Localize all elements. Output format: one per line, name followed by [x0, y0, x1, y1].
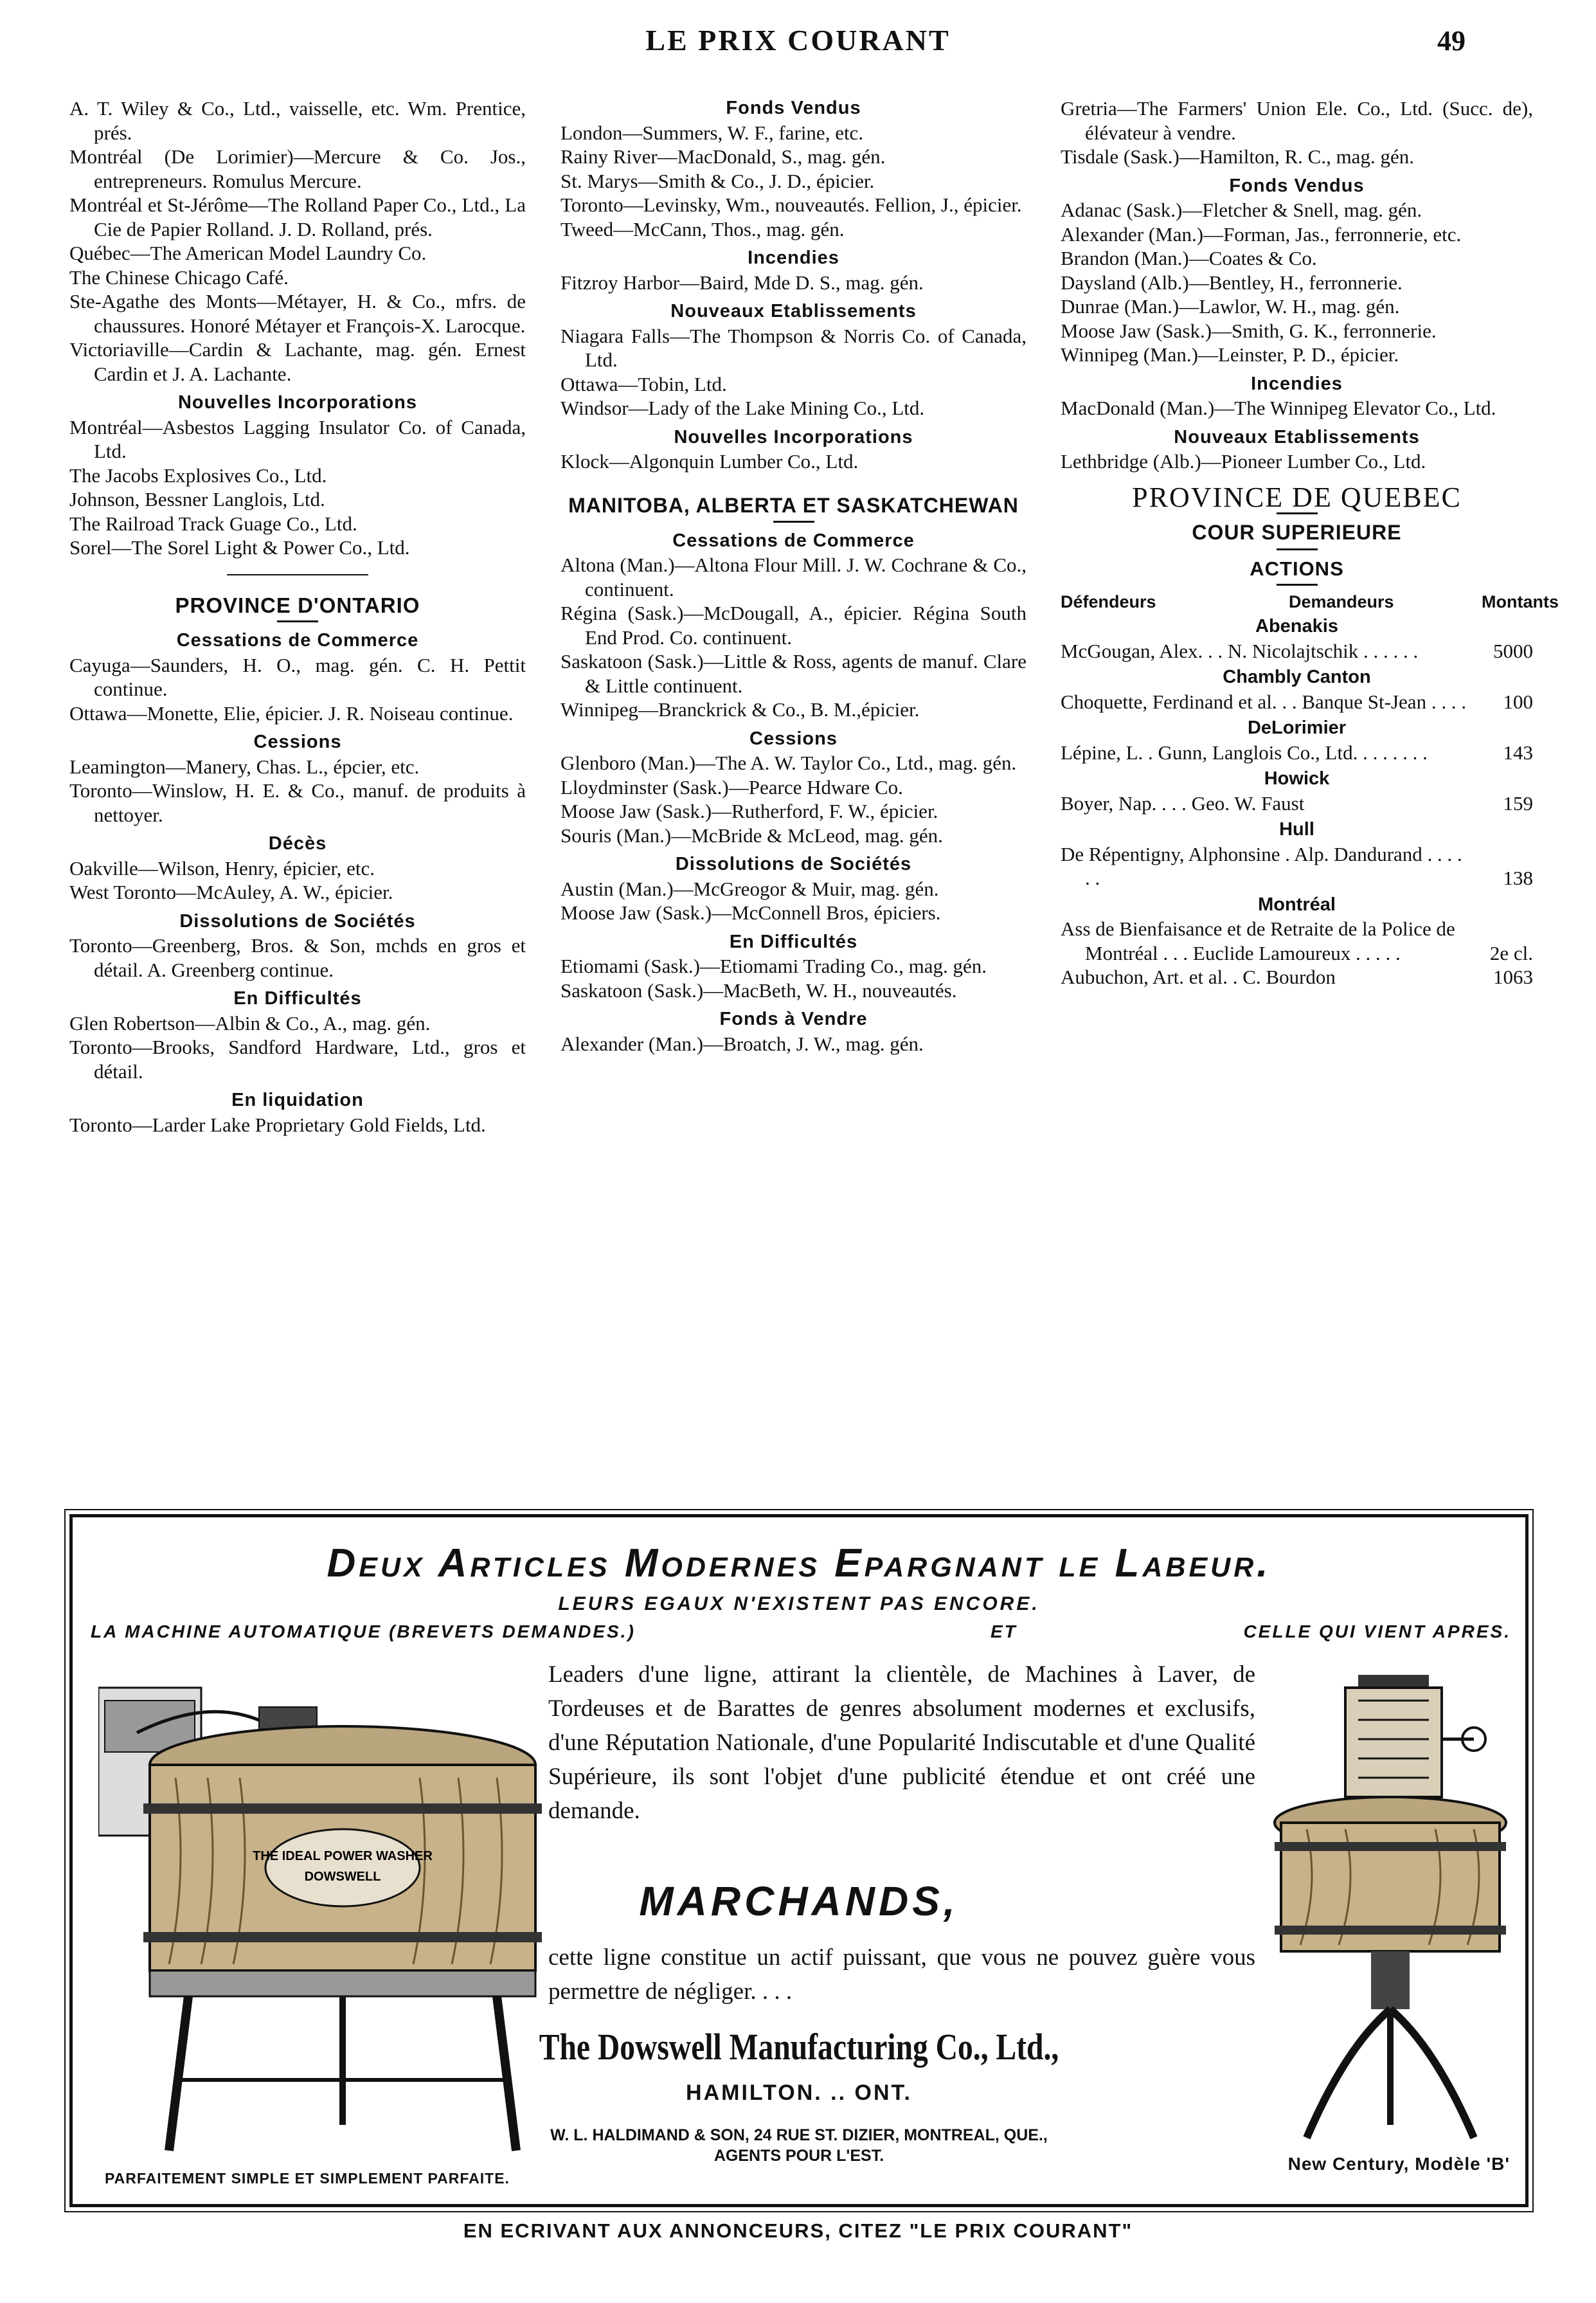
ad-title: Deux Articles Modernes Epargnant le Labeur. — [327, 1541, 1271, 1585]
ad-agent-line: W. L. HALDIMAND & SON, 24 RUE ST. DIZIER, MONTREAL, QUE., — [550, 2126, 1048, 2144]
heading-dash — [773, 521, 814, 523]
ad-city: HAMILTON. .. ONT. — [686, 2081, 912, 2105]
action-amount: 143 — [1503, 741, 1533, 764]
section-heading: Nouvelles Incorporations — [674, 426, 913, 447]
entries-block — [560, 1032, 1027, 1056]
entries-block — [560, 553, 1027, 722]
list-entry: Toronto—Brooks, Sandford Hardware, Ltd., gros et détail. — [69, 1036, 526, 1083]
section-heading: Cessations de Commerce — [176, 630, 419, 651]
action-row — [1061, 917, 1533, 965]
action-parties: Boyer, Nap. . . . Geo. W. Faust — [1061, 791, 1305, 815]
list-entry: Souris (Man.)—McBride & McLeod, mag. gén. — [560, 824, 943, 847]
list-entry: Rainy River—MacDonald, S., mag. gén. — [560, 145, 886, 168]
list-entry: Alexander (Man.)—Forman, Jas., ferronnerie, etc. — [1061, 222, 1462, 246]
entries-block — [69, 415, 526, 560]
entries-block — [1061, 396, 1533, 420]
ad-body-text-2: cette ligne constitue un actif puissant, que vous ne pouvez guère vous permettre de négliger. . . . — [548, 1944, 1255, 2005]
list-entry: Dunrae (Man.)—Lawlor, W. H., mag. gén. — [1061, 295, 1400, 318]
section-heading: En Difficultés — [233, 988, 362, 1009]
list-entry: Tisdale (Sask.)—Hamilton, R. C., mag. gén. — [1061, 145, 1414, 168]
list-entry: Brandon (Man.)—Coates & Co. — [1061, 247, 1317, 269]
list-entry: Austin (Man.)—McGreogor & Muir, mag. gén. — [560, 877, 939, 900]
list-entry: Daysland (Alb.)—Bentley, H., ferronnerie. — [1061, 271, 1403, 294]
action-row — [1061, 842, 1533, 890]
list-entry: Ste-Agathe des Monts—Métayer, H. & Co., mfrs. de chaussures. Honoré Métayer et François-X. Larocque. — [69, 290, 526, 337]
entries-block — [69, 1113, 526, 1137]
list-entry: Montréal (De Lorimier)—Mercure & Co. Jos., entrepreneurs. Romulus Mercure. — [69, 145, 526, 192]
machine-plate-text: DOWSWELL — [304, 1870, 381, 1884]
list-entry: Sorel—The Sorel Light & Power Co., Ltd. — [69, 536, 410, 559]
action-amount: 1063 — [1493, 966, 1533, 988]
list-entry: Toronto—Larder Lake Proprietary Gold Fields, Ltd. — [69, 1113, 486, 1136]
list-entry: Klock—Algonquin Lumber Co., Ltd. — [560, 450, 859, 473]
list-entry: Toronto—Greenberg, Bros. & Son, mchds en gros et détail. A. Greenberg continue. — [69, 934, 526, 981]
place-heading: DeLorimier — [1247, 718, 1347, 738]
entries-block — [1061, 198, 1533, 367]
section-heading: Fonds Vendus — [1229, 175, 1365, 196]
actions-heading: ACTIONS — [1250, 557, 1344, 580]
list-entry: The Chinese Chicago Café. — [69, 266, 289, 289]
ad-subtitle: LEURS EGAUX N'EXISTENT PAS ENCORE. — [558, 1593, 1040, 1614]
section-heading: Cessions — [253, 732, 342, 752]
running-head: LE PRIX COURANT — [645, 24, 951, 57]
list-entry: Winnipeg (Man.)—Leinster, P. D., épicier. — [1061, 343, 1399, 366]
action-amount: 159 — [1503, 791, 1533, 815]
list-entry: The Jacobs Explosives Co., Ltd. — [69, 464, 327, 487]
ad-caption-left: PARFAITEMENT SIMPLE ET SIMPLEMENT PARFAITE. — [105, 2170, 510, 2187]
section-rule — [227, 574, 368, 575]
header-montants: Montants — [1481, 592, 1559, 611]
list-entry: Montréal et St-Jérôme—The Rolland Paper Co., Ltd., La Cie de Papier Rolland. J. D. Rolland, prés. — [69, 194, 526, 240]
province-heading: PROVINCE D'ONTARIO — [175, 593, 420, 617]
entries-block — [560, 121, 1027, 242]
court-heading: COUR SUPERIEURE — [1192, 521, 1402, 544]
section-heading: Cessions — [749, 728, 838, 749]
entries-block — [560, 271, 1027, 295]
entries-block — [560, 449, 1027, 474]
list-entry: Moose Jaw (Sask.)—McConnell Bros, épiciers. — [560, 901, 941, 924]
section-heading: Incendies — [1251, 373, 1343, 394]
actions-list — [1061, 615, 1533, 989]
action-parties: Aubuchon, Art. et al. . C. Bourdon — [1061, 966, 1336, 988]
list-entry: Leamington—Manery, Chas. L., épcier, etc. — [69, 755, 420, 778]
list-entry: Saskatoon (Sask.)—Little & Ross, agents de manuf. Clare & Little continuent. — [560, 650, 1027, 697]
list-entry: St. Marys—Smith & Co., J. D., épicier. — [560, 169, 875, 192]
entries-block — [69, 96, 526, 386]
dowswell-advertisement — [69, 1514, 1529, 2207]
ad-et-label: ET — [991, 1621, 1018, 1641]
list-entry: Lethbridge (Alb.)—Pioneer Lumber Co., Ltd. — [1061, 450, 1426, 473]
place-heading: Howick — [1264, 768, 1330, 789]
list-entry: Niagara Falls—The Thompson & Norris Co. of Canada, Ltd. — [560, 324, 1027, 371]
new-century-washer-illustration — [1268, 1662, 1512, 2151]
action-row — [1061, 965, 1533, 989]
province-heading: MANITOBA, ALBERTA ET SASKATCHEWAN — [568, 493, 1019, 517]
entries-block — [1061, 96, 1533, 169]
section-heading: Incendies — [748, 248, 839, 268]
action-row — [1061, 741, 1533, 765]
action-amount: 138 — [1503, 867, 1533, 889]
column-3 — [1061, 96, 1559, 989]
entries-block — [560, 751, 1027, 847]
heading-dash — [1277, 548, 1318, 550]
list-entry: Ottawa—Monette, Elie, épicier. J. R. Noiseau continue. — [69, 701, 514, 725]
section-heading: En liquidation — [231, 1090, 364, 1110]
list-entry: Moose Jaw (Sask.)—Rutherford, F. W., épicier. — [560, 800, 938, 822]
ad-right-label: CELLE QUI VIENT APRES. — [1243, 1621, 1511, 1641]
place-heading: Hull — [1279, 819, 1314, 840]
action-amount: 100 — [1503, 690, 1533, 713]
list-entry: Montréal—Asbestos Lagging Insulator Co. of Canada, Ltd. — [69, 415, 526, 462]
header-defendeurs: Défendeurs — [1061, 592, 1156, 611]
list-entry: The Railroad Track Guage Co., Ltd. — [69, 512, 357, 535]
action-parties: Choquette, Ferdinand et al. . . Banque St-Jean . . . . — [1061, 690, 1467, 713]
list-entry: Adanac (Sask.)—Fletcher & Snell, mag. gén. — [1061, 199, 1422, 221]
actions-column-headers — [1061, 592, 1559, 612]
header-demandeurs: Demandeurs — [1288, 592, 1394, 611]
entries-block — [560, 954, 1027, 1002]
action-parties: McGougan, Alex. . . N. Nicolajtschik . . . . . . — [1061, 639, 1419, 662]
ad-marchands-heading: MARCHANDS, — [639, 1878, 959, 1924]
section-heading: Dissolutions de Sociétés — [179, 910, 416, 932]
list-entry: London—Summers, W. F., farine, etc. — [560, 121, 864, 144]
heading-dash — [277, 620, 318, 622]
column-2 — [560, 96, 1027, 1056]
action-parties: Ass de Bienfaisance et de Retraite de la Police de Montréal . . . Euclide Lamoureux . . . . . — [1061, 917, 1455, 964]
entries-block — [560, 877, 1027, 925]
section-heading: Cessations de Commerce — [672, 530, 915, 551]
action-row — [1061, 791, 1533, 816]
column-1 — [69, 96, 526, 1137]
heading-dash — [1277, 584, 1318, 586]
list-entry: Windsor—Lady of the Lake Mining Co., Ltd. — [560, 397, 925, 419]
list-entry: Altona (Man.)—Altona Flour Mill. J. W. Cochrane & Co., continuent. — [560, 554, 1027, 601]
list-entry: Québec—The American Model Laundry Co. — [69, 242, 427, 264]
action-row — [1061, 639, 1533, 664]
province-heading: PROVINCE DE QUEBEC — [1132, 481, 1462, 513]
list-entry: Tweed—McCann, Thos., mag. gén. — [560, 217, 845, 240]
entries-block — [1061, 449, 1533, 474]
list-entry: Moose Jaw (Sask.)—Smith, G. K., ferronnerie. — [1061, 319, 1437, 342]
list-entry: Toronto—Winslow, H. E. & Co., manuf. de produits à nettoyer. — [69, 779, 526, 826]
place-heading: Montréal — [1258, 894, 1336, 915]
list-entry: West Toronto—McAuley, A. W., épicier. — [69, 881, 393, 903]
action-parties: De Répentigny, Alphonsine . Alp. Dandurand . . . . . . — [1061, 842, 1462, 889]
list-entry: Glenboro (Man.)—The A. W. Taylor Co., Ltd., mag. gén. — [560, 752, 1017, 774]
action-amount: 2e cl. — [1489, 941, 1533, 964]
entries-block — [69, 755, 526, 827]
list-entry: Saskatoon (Sask.)—MacBeth, W. H., nouveautés. — [560, 979, 957, 1002]
section-heading: Dissolutions de Sociétés — [675, 854, 912, 874]
list-entry: Johnson, Bessner Langlois, Ltd. — [69, 488, 325, 510]
entries-block — [69, 653, 526, 726]
list-entry: Alexander (Man.)—Broatch, J. W., mag. gén. — [560, 1032, 924, 1055]
section-heading: Fonds Vendus — [726, 98, 861, 118]
list-entry: MacDonald (Man.)—The Winnipeg Elevator Co., Ltd. — [1061, 397, 1496, 419]
ad-body-text: Leaders d'une ligne, attirant la clientèle, de Machines à Laver, de Tordeuses et de Barattes de genres absolument modernes et exclusifs, d'une Réputation Nationale, d'une Popularité Indiscutable et d'une Qualité Supérieure, ils sont l'objet d'une publicité étendue et ont créé une demande. — [548, 1661, 1255, 1824]
place-heading: Abenakis — [1255, 616, 1338, 637]
list-entry: Gretria—The Farmers' Union Ele. Co., Ltd. (Succ. de), élévateur à vendre. — [1061, 97, 1533, 144]
list-entry: Ottawa—Tobin, Ltd. — [560, 372, 727, 395]
section-heading: Décès — [268, 833, 327, 854]
list-entry: Victoriaville—Cardin & Lachante, mag. gén. Ernest Cardin et J. A. Lachante. — [69, 338, 526, 385]
list-entry: Winnipeg—Branckrick & Co., B. M.,épicier. — [560, 698, 920, 721]
machine-plate-text: THE IDEAL POWER WASHER — [253, 1849, 433, 1863]
list-entry: Fitzroy Harbor—Baird, Mde D. S., mag. gén. — [560, 271, 924, 294]
ad-left-label: LA MACHINE AUTOMATIQUE (BREVETS DEMANDES.) — [91, 1621, 636, 1641]
page-footer: EN ECRIVANT AUX ANNONCEURS, CITEZ "LE PRIX COURANT" — [463, 2219, 1133, 2242]
action-parties: Lépine, L. . Gunn, Langlois Co., Ltd. . . . . . . . — [1061, 741, 1428, 764]
page-number: 49 — [1437, 25, 1466, 57]
section-heading: Fonds à Vendre — [719, 1009, 868, 1029]
place-heading: Chambly Canton — [1223, 667, 1371, 687]
list-entry: Glen Robertson—Albin & Co., A., mag. gén. — [69, 1011, 431, 1034]
list-entry: Régina (Sask.)—McDougall, A., épicier. Régina South End Prod. Co. continuent. — [560, 602, 1027, 649]
section-heading: Nouveaux Etablissements — [670, 301, 917, 321]
section-heading: Nouveaux Etablissements — [1174, 426, 1420, 447]
action-row — [1061, 690, 1533, 714]
entries-block — [69, 934, 526, 982]
list-entry: Etiomami (Sask.)—Etiomami Trading Co., mag. gén. — [560, 955, 987, 977]
section-heading: Nouvelles Incorporations — [177, 392, 418, 413]
list-entry: Lloydminster (Sask.)—Pearce Hdware Co. — [560, 775, 903, 799]
list-entry: A. T. Wiley & Co., Ltd., vaisselle, etc. Wm. Prentice, prés. — [69, 97, 526, 144]
list-entry: Toronto—Levinsky, Wm., nouveautés. Fellion, J., épicier. — [560, 194, 1022, 216]
entries-block — [560, 324, 1027, 420]
entries-block — [69, 856, 526, 905]
action-amount: 5000 — [1493, 639, 1533, 662]
entries-block — [69, 1011, 526, 1084]
list-entry: Cayuga—Saunders, H. O., mag. gén. C. H. Pettit continue. — [69, 653, 526, 700]
list-entry: Oakville—Wilson, Henry, épicier, etc. — [69, 856, 375, 880]
section-heading: En Difficultés — [729, 931, 858, 952]
ad-company-name: The Dowswell Manufacturing Co., Ltd., — [539, 2026, 1059, 2068]
ad-agent-line: AGENTS POUR L'EST. — [713, 2147, 884, 2165]
ad-caption-right: New Century, Modèle 'B' — [1287, 2154, 1510, 2174]
